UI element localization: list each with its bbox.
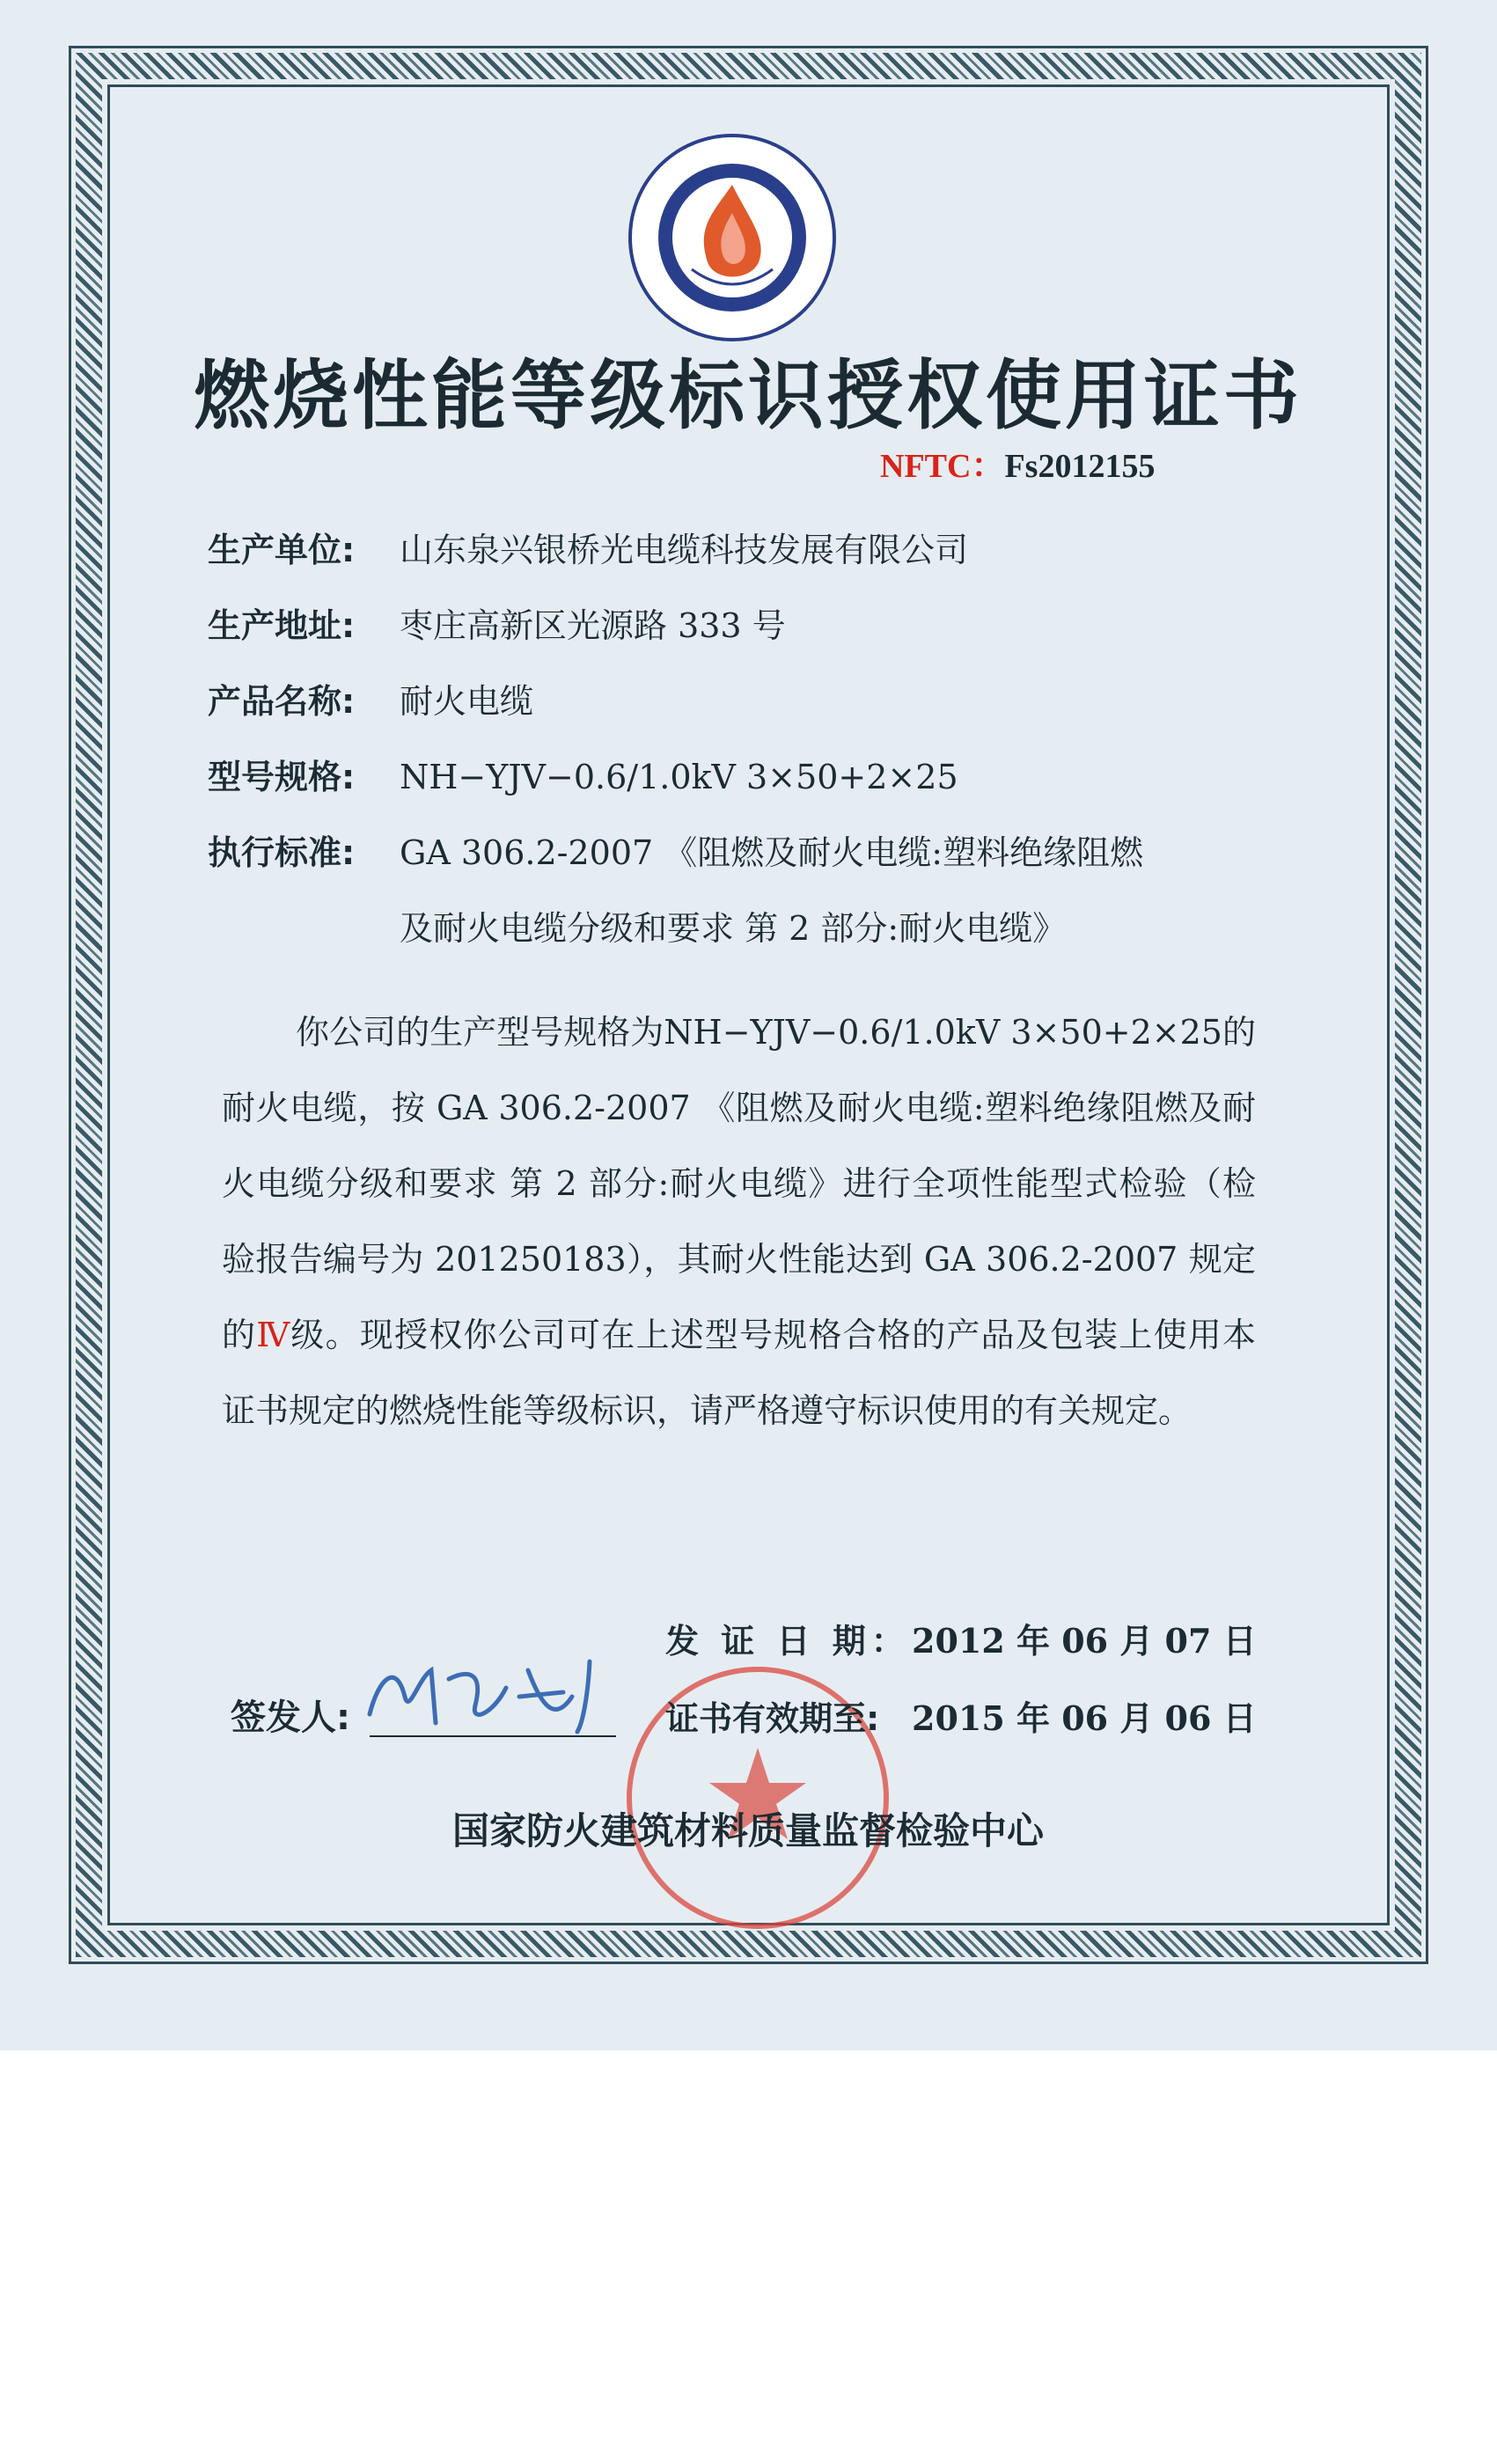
address-value: 枣庄高新区光源路 333 号 (400, 606, 786, 645)
standard-label: 执行标准: (208, 833, 356, 872)
authorization-paragraph (222, 994, 1256, 1448)
signer-label: 签发人: (231, 1698, 350, 1738)
product-row (208, 674, 1264, 722)
fire-grade: Ⅳ (256, 1316, 291, 1354)
standard-value-line1: GA 306.2-2007 《阻燃及耐火电缆:塑料绝缘阻燃 (400, 833, 1144, 872)
producer-label: 生产单位: (208, 531, 356, 569)
issuing-authority: 国家防火建筑材料质量监督检验中心 (451, 1809, 1044, 1852)
certificate-title: 燃烧性能等级标识授权使用证书 (194, 352, 1303, 440)
standard-value-line2: 及耐火电缆分级和要求 第 2 部分:耐火电缆》 (400, 909, 1067, 948)
producer-row (208, 523, 1264, 571)
product-label: 产品名称: (208, 682, 356, 721)
model-value: NH−YJV−0.6/1.0kV 3×50+2×25 (400, 758, 958, 796)
issue-date-row (665, 1614, 1257, 1662)
handwritten-signature (352, 1644, 634, 1741)
valid-until-value: 2015 年 06 月 06 日 (912, 1698, 1257, 1738)
center-seal-logo (627, 132, 838, 343)
body-part2: 级。现授权你公司可在上述型号规格合格的产品及包装上使用本证书规定的燃烧性能等级标识，请严格遵守标识使用的有关规定。 (222, 1316, 1256, 1430)
standard-row (208, 825, 1264, 874)
producer-value: 山东泉兴银桥光电缆科技发展有限公司 (400, 531, 969, 569)
issue-date-label: 发 证 日 期： (665, 1622, 910, 1661)
certificate-number (880, 438, 1155, 487)
product-value: 耐火电缆 (400, 682, 534, 721)
nftc-prefix: NFTC (880, 448, 972, 485)
model-label: 型号规格: (208, 758, 356, 796)
address-row (208, 598, 1264, 647)
issue-date-value: 2012 年 06 月 07 日 (912, 1621, 1257, 1661)
valid-until-row (665, 1691, 1257, 1740)
address-label: 生产地址: (208, 606, 356, 645)
certificate-number-value: Fs2012155 (1004, 448, 1156, 485)
valid-until-label: 证书有效期至: (665, 1699, 880, 1738)
nftc-separator: ： (971, 448, 1005, 485)
model-row (208, 750, 1264, 798)
body-part1: 你公司的生产型号规格为NH−YJV−0.6/1.0kV 3×50+2×25的耐火电缆，按 GA 306.2-2007 《阻燃及耐火电缆:塑料绝缘阻燃及耐火电缆分级和要求 第 2 部分:耐火电缆》进行全项性能型式检验（检验报告编号为 201250183），其耐火性能达到 GA 306.2-2007 规定的 (222, 1013, 1256, 1354)
